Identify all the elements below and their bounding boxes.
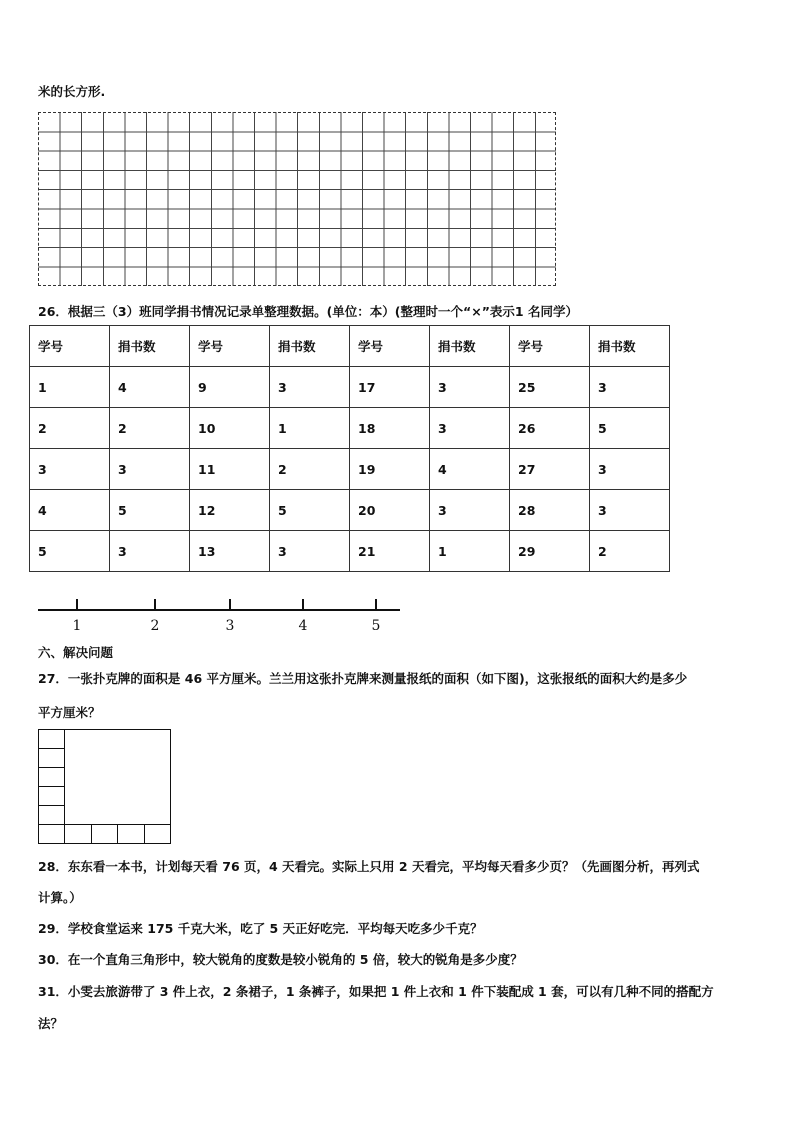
table-cell: 19 [350, 449, 430, 490]
table-row [30, 449, 670, 490]
number-line-label: 1 [72, 618, 82, 634]
table-header-cell: 学号 [190, 326, 270, 367]
question-30-text: 30．在一个直角三角形中，较大锐角的度数是较小锐角的 5 倍，较大的锐角是多少度？ [38, 952, 523, 967]
number-line-label: 4 [298, 618, 308, 634]
table-cell: 9 [190, 367, 270, 408]
number-line-label: 5 [371, 618, 381, 634]
card-cell [144, 824, 172, 844]
table-cell: 3 [270, 367, 350, 408]
table-cell: 3 [430, 490, 510, 531]
table-header-cell: 捐书数 [270, 326, 350, 367]
table-cell: 18 [350, 408, 430, 449]
table-cell: 10 [190, 408, 270, 449]
table-row [30, 490, 670, 531]
table-cell: 3 [270, 531, 350, 572]
table-row [30, 531, 670, 572]
question-28-text: 28．东东看一本书，计划每天看 76 页，4 天看完。实际上只用 2 天看完，平均每天看多少页？（先画图分析，再列式 [38, 859, 700, 874]
table-cell: 5 [30, 531, 110, 572]
table-cell: 1 [30, 367, 110, 408]
number-line-label: 2 [150, 618, 160, 634]
dashed-square-grid [38, 112, 556, 286]
card-cell [117, 824, 145, 844]
table-cell: 12 [190, 490, 270, 531]
card-cell [38, 786, 65, 806]
table-cell: 3 [590, 490, 670, 531]
table-cell: 4 [30, 490, 110, 531]
previous-question-tail: 米的长方形. [38, 84, 106, 99]
playing-card-newspaper-figure [38, 729, 171, 844]
table-cell: 3 [590, 367, 670, 408]
table-cell: 26 [510, 408, 590, 449]
question-31-text: 31．小雯去旅游带了 3 件上衣，2 条裙子，1 条裤子，如果把 1 件上衣和 1 件下装配成 1 套，可以有几种不同的搭配方 [38, 984, 714, 999]
card-cell [91, 824, 119, 844]
table-cell: 1 [270, 408, 350, 449]
table-cell: 20 [350, 490, 430, 531]
table-cell: 5 [590, 408, 670, 449]
table-cell: 11 [190, 449, 270, 490]
table-header-cell: 学号 [30, 326, 110, 367]
table-cell: 21 [350, 531, 430, 572]
table-header-cell: 捐书数 [590, 326, 670, 367]
table-cell: 17 [350, 367, 430, 408]
table-cell: 5 [110, 490, 190, 531]
number-line-label: 3 [225, 618, 235, 634]
card-cell [38, 767, 65, 787]
table-cell: 25 [510, 367, 590, 408]
question-29-text: 29．学校食堂运来 175 千克大米，吃了 5 天正好吃完．平均每天吃多少千克？ [38, 921, 483, 936]
question-27-text: 27．一张扑克牌的面积是 46 平方厘米。兰兰用这张扑克牌来测量报纸的面积（如下图)，这张报纸的面积大约是多少 [38, 671, 688, 686]
table-cell: 3 [590, 449, 670, 490]
question-28-text-cont: 计算。） [38, 890, 82, 905]
table-header-cell: 学号 [350, 326, 430, 367]
table-cell: 28 [510, 490, 590, 531]
table-cell: 4 [430, 449, 510, 490]
table-cell: 13 [190, 531, 270, 572]
table-cell: 29 [510, 531, 590, 572]
question-31-text-cont: 法？ [38, 1016, 64, 1031]
card-cell [38, 748, 65, 768]
question-27-text-cont: 平方厘米？ [38, 705, 101, 720]
card-cell [38, 824, 65, 844]
question-26-text: 26．根据三（3）班同学捐书情况记录单整理数据。(单位：本）(整理时一个“×”表示1 名同学） [38, 304, 578, 319]
table-cell: 3 [430, 408, 510, 449]
table-header-cell: 捐书数 [430, 326, 510, 367]
table-cell: 2 [590, 531, 670, 572]
table-row [30, 367, 670, 408]
table-header-cell: 学号 [510, 326, 590, 367]
table-cell: 27 [510, 449, 590, 490]
table-cell: 3 [110, 449, 190, 490]
table-cell: 1 [430, 531, 510, 572]
table-cell: 5 [270, 490, 350, 531]
table-header-cell: 捐书数 [110, 326, 190, 367]
table-cell: 2 [30, 408, 110, 449]
card-cell [38, 729, 65, 749]
table-header-row [30, 326, 670, 367]
table-row [30, 408, 670, 449]
number-line [38, 596, 402, 636]
card-cell [38, 805, 65, 825]
table-cell: 3 [110, 531, 190, 572]
section-heading: 六、解决问题 [38, 645, 114, 660]
table-cell: 2 [110, 408, 190, 449]
table-cell: 2 [270, 449, 350, 490]
card-cell [64, 824, 92, 844]
donation-record-table [29, 325, 670, 572]
table-cell: 3 [430, 367, 510, 408]
table-cell: 3 [30, 449, 110, 490]
table-cell: 4 [110, 367, 190, 408]
